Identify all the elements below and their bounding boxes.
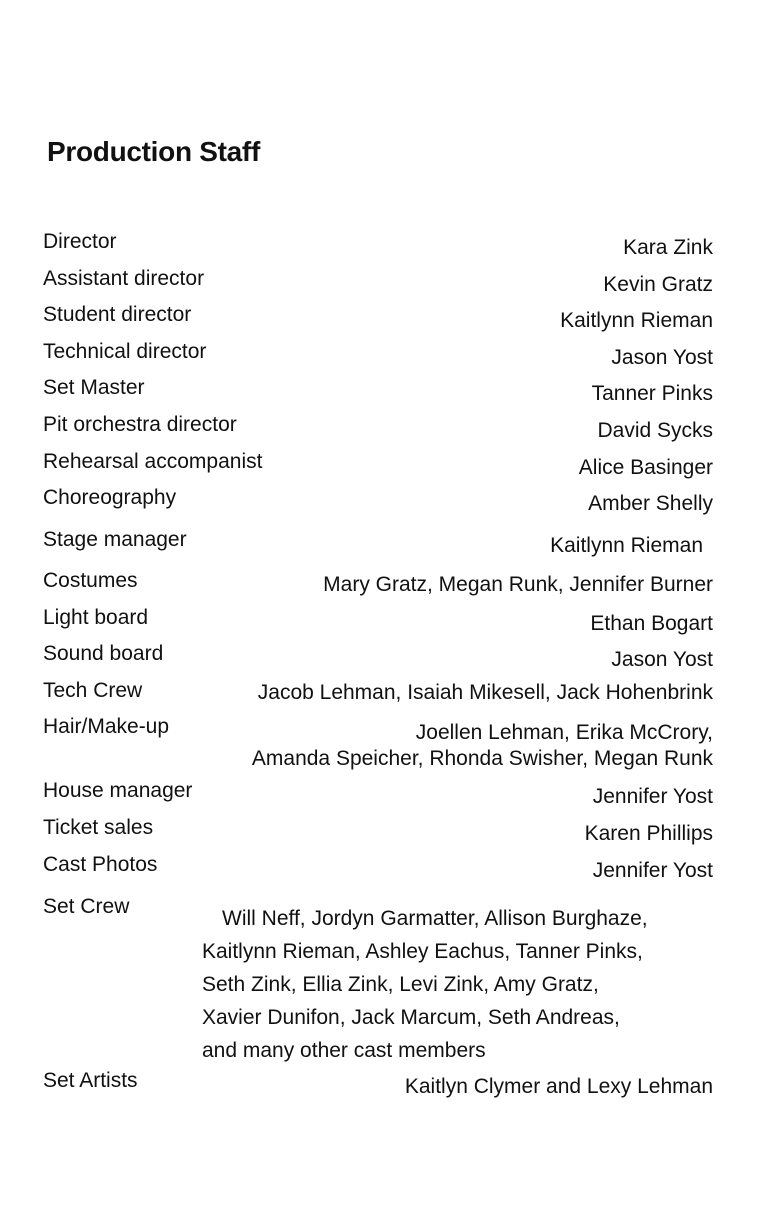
set-crew-line: Seth Zink, Ellia Zink, Levi Zink, Amy Gratz, xyxy=(202,973,599,996)
role-label: House manager xyxy=(43,779,193,802)
role-label: Sound board xyxy=(43,642,164,665)
role-label: Director xyxy=(43,230,117,253)
staff-name-line1: Joellen Lehman, Erika McCrory, xyxy=(415,721,713,744)
staff-name: Ethan Bogart xyxy=(590,612,713,635)
staff-name: Jason Yost xyxy=(611,648,713,671)
role-label: Student director xyxy=(43,303,192,326)
set-crew-line: Will Neff, Jordyn Garmatter, Allison Burghaze, xyxy=(222,907,648,930)
role-label: Set Artists xyxy=(43,1069,138,1092)
staff-name: Jennifer Yost xyxy=(592,859,713,882)
staff-name: Jason Yost xyxy=(611,346,713,369)
staff-name: Alice Basinger xyxy=(578,456,713,479)
role-label: Set Master xyxy=(43,376,145,399)
staff-name: Karen Phillips xyxy=(584,822,713,845)
set-crew-line: Xavier Dunifon, Jack Marcum, Seth Andreas, xyxy=(202,1006,620,1029)
set-crew-names xyxy=(202,902,723,1067)
role-label: Pit orchestra director xyxy=(43,413,237,436)
role-label: Technical director xyxy=(43,340,207,363)
role-label: Choreography xyxy=(43,486,177,509)
role-label: Assistant director xyxy=(43,267,205,290)
role-label: Ticket sales xyxy=(43,816,154,839)
staff-name: Mary Gratz, Megan Runk, Jennifer Burner xyxy=(323,573,713,596)
staff-name: Amber Shelly xyxy=(588,492,713,515)
staff-name: Tanner Pinks xyxy=(591,382,713,405)
role-label: Cast Photos xyxy=(43,853,158,876)
staff-name: Kaitlyn Clymer and Lexy Lehman xyxy=(404,1075,713,1098)
role-label: Light board xyxy=(43,606,149,629)
staff-name: Kaitlynn Rieman xyxy=(550,534,703,557)
set-crew-line: Kaitlynn Rieman, Ashley Eachus, Tanner Pinks, xyxy=(202,940,643,963)
staff-name-line2: Amanda Speicher, Rhonda Swisher, Megan Runk xyxy=(251,747,713,770)
page-title: Production Staff xyxy=(47,136,260,167)
staff-name: Jacob Lehman, Isaiah Mikesell, Jack Hohenbrink xyxy=(257,681,713,704)
role-label: Hair/Make-up xyxy=(43,715,170,738)
staff-name: Kara Zink xyxy=(623,236,713,259)
role-label: Set Crew xyxy=(43,895,130,918)
staff-name: Kevin Gratz xyxy=(603,273,713,296)
role-label: Costumes xyxy=(43,569,138,592)
staff-name: Kaitlynn Rieman xyxy=(560,309,713,332)
staff-name: David Sycks xyxy=(597,419,713,442)
role-label: Stage manager xyxy=(43,528,187,551)
staff-name: Jennifer Yost xyxy=(592,785,713,808)
role-label: Tech Crew xyxy=(43,679,143,702)
role-label: Rehearsal accompanist xyxy=(43,450,263,473)
set-crew-line: and many other cast members xyxy=(202,1039,486,1062)
